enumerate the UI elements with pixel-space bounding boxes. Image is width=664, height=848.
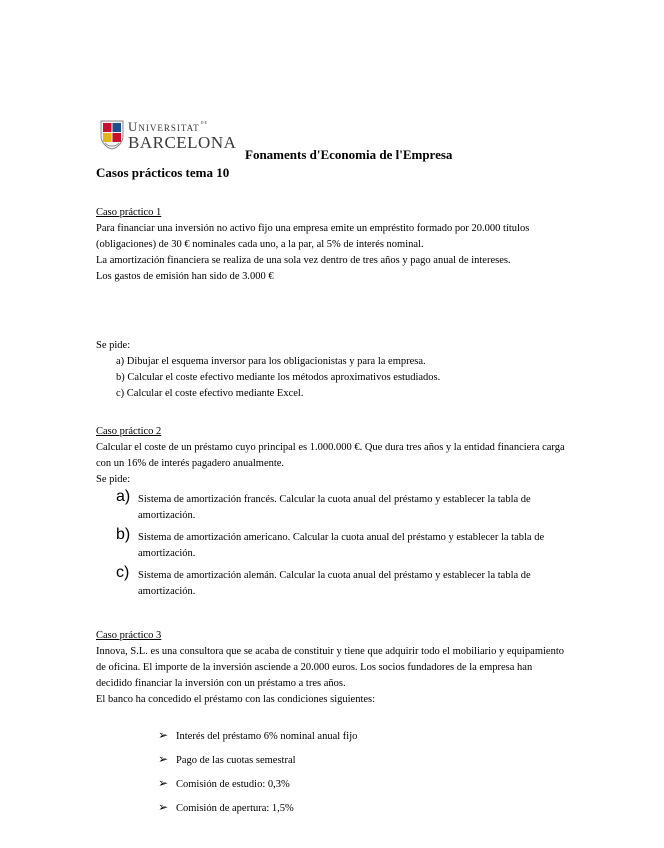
case-3 (96, 628, 566, 708)
logo-wordmark (128, 120, 236, 151)
university-logo (100, 118, 260, 152)
list-item: a) Dibujar el esquema inversor para los obligacionistas y para la empresa. (116, 356, 426, 367)
list-item-text: Sistema de amortización alemán. Calcular la cuota anual del préstamo y establecer la tabla de amortización. (138, 570, 531, 597)
arrow-bullet-icon: ➢ (158, 776, 169, 790)
list-item-text: Sistema de amortización americano. Calcular la cuota anual del préstamo y establecer la tabla de amortización. (138, 532, 545, 559)
case-3-conditions (158, 727, 357, 823)
list-item-text: Pago de las cuotas semestral (176, 755, 296, 766)
case-2-asks: Se pide: (96, 474, 131, 485)
case-2-list (116, 488, 556, 606)
list-item: b) Calcular el coste efectivo mediante los métodos aproximativos estudiados. (116, 372, 441, 383)
list-item-text: Comisión de estudio: 0,3% (176, 779, 290, 790)
list-letter: c) (116, 564, 130, 581)
list-item (158, 751, 357, 775)
list-letter: b) (116, 526, 131, 543)
document-title: Fonaments d'Economia de l'Empresa (245, 147, 453, 162)
case-1-paragraph-1: Para financiar una inversión no activo fijo una empresa emite un empréstito formado por 20.000 títulos (obligaciones) de 30 € nominales cada uno, a la par, al 5% de interés nominal. (96, 223, 530, 250)
case-2-paragraph-1: Calcular el coste de un préstamo cuyo principal es 1.000.000 €. Que dura tres años y la entidad financiera carga con un 16% de interés pagadero anualmente. (96, 442, 565, 469)
list-item (158, 727, 357, 751)
case-1 (96, 205, 566, 285)
case-1-list (96, 354, 566, 402)
list-letter: a) (116, 488, 131, 505)
list-item (158, 799, 357, 823)
list-item-text: Interés del préstamo 6% nominal anual fijo (176, 731, 358, 742)
list-item-text: Comisión de apertura: 1,5% (176, 803, 294, 814)
case-3-heading: Caso práctico 3 (96, 630, 162, 641)
case-1-questions (96, 338, 566, 402)
case-2 (96, 424, 566, 488)
case-1-paragraph-3: Los gastos de emisión han sido de 3.000 € (96, 271, 274, 282)
list-item: c) Calcular el coste efectivo mediante Excel. (116, 388, 304, 399)
document-subtitle: Casos prácticos tema 10 (96, 165, 230, 180)
logo-line2: BARCELONA (128, 133, 237, 152)
arrow-bullet-icon: ➢ (158, 752, 169, 766)
arrow-bullet-icon: ➢ (158, 728, 169, 742)
list-item (116, 564, 556, 600)
case-3-paragraph-2: El banco ha concedido el préstamo con las condiciones siguientes: (96, 694, 376, 705)
list-item (158, 775, 357, 799)
logo-de: de (200, 120, 209, 126)
list-item-text: Sistema de amortización francés. Calcular la cuota anual del préstamo y establecer la tabla de amortización. (138, 494, 531, 521)
case-1-heading: Caso práctico 1 (96, 207, 162, 218)
shield-icon (100, 120, 124, 150)
case-3-paragraph-1: Innova, S.L. es una consultora que se acaba de constituir y tiene que adquirir todo el mobiliario y equipamiento de oficina. El importe de la inversión asciende a 20.000 euros. Los socios fundadores de la empresa han decidido financiar la inversión con un préstamo a tres años. (96, 646, 564, 689)
case-1-asks: Se pide: (96, 340, 131, 351)
case-1-paragraph-2: La amortización financiera se realiza de una sola vez dentro de tres años y pago anual de intereses. (96, 255, 511, 266)
list-item (116, 526, 556, 562)
arrow-bullet-icon: ➢ (158, 800, 169, 814)
case-2-heading: Caso práctico 2 (96, 426, 162, 437)
list-item (116, 488, 556, 524)
logo-line1: Universitat (128, 119, 200, 134)
